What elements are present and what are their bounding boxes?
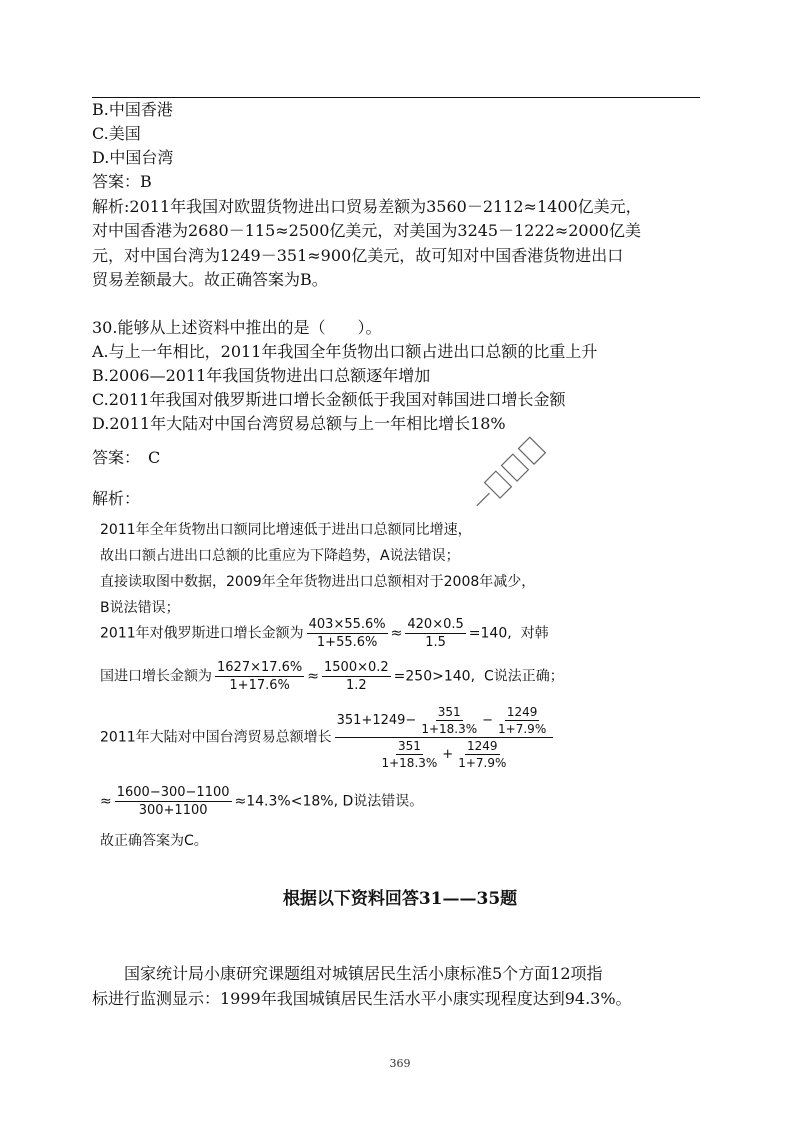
q30-option-c: C.2011年我国对俄罗斯进口增长金额低于我国对韩国进口增长金额 [92, 390, 566, 409]
fraction: $\frac{1627\times 17.6\%}{1+17.6\%}$ [217, 660, 303, 693]
section-heading: 根据以下资料回答31——35题 [282, 889, 518, 909]
option-d: D.中国台湾 [92, 148, 174, 167]
option-b: B.中国香港 [92, 100, 173, 119]
explanation-line: 元，对中国台湾为1249－351≈900亿美元，故可知对中国香港货物进出口 [92, 246, 624, 265]
korea-calc: 国进口增长金额为 $\frac{1627\times 17.6\%}{1+17.6\%}$ ≈ $\frac{1500\times 0.2}{1.2}$ =250>140, C说法正确； [100, 660, 564, 693]
taiwan-calc: 2011年大陆对中国台湾贸易总额增长 351+1249− $\frac{351}{1+18.3\%}$ − $\frac{1249}{1+7.9\%}$ $\frac{351}{1+18.3\%}$ + $\frac{1249}{1+7.9\%}$ [100, 705, 556, 770]
solution-line: 2011年全年货物出口额同比增速低于进出口总额同比增速， [100, 522, 472, 538]
compound-numerator: 351+1249− $\frac{351}{1+18.3\%}$ − $\frac{1249}{1+7.9\%}$ [335, 705, 554, 738]
explanation-line: 对中国香港为2680－115≈2500亿美元，对美国为3245－1222≈2000亿美 [92, 221, 641, 240]
russia-calc: 2011年对俄罗斯进口增长金额为 $\frac{403\times 55.6\%}{1+55.6\%}$ ≈ $\frac{420\times 0.5}{1.5}$ =140, 对韩 [100, 617, 549, 650]
option-c: C.美国 [92, 124, 141, 143]
paragraph-line: 国家统计局小康研究课题组对城镇居民生活小康标准5个方面12项指 [124, 964, 603, 983]
page-number: 369 [389, 1057, 411, 1070]
q30-explanation-label: 解析： [92, 489, 141, 508]
fraction: $\frac{420\times 0.5}{1.5}$ [407, 617, 464, 650]
solution-line: 故出口额占进出口总额的比重应为下降趋势，A说法错误； [100, 548, 460, 564]
q30-answer: 答案： C [92, 448, 161, 467]
solution-line: B说法错误； [100, 600, 180, 616]
fraction: $\frac{403\times 55.6\%}{1+55.6\%}$ [308, 617, 386, 650]
fraction: $\frac{351}{1+18.3\%}$ [381, 739, 438, 770]
watermark-stamp-icon [460, 424, 560, 524]
solution-conclusion: 故正确答案为C。 [100, 833, 208, 849]
approx-calc: ≈ $\frac{1600-300-1100}{300+1100}$ ≈14.3%<18%, D说法错误。 [100, 785, 424, 818]
q30-option-d: D.2011年大陆对中国台湾贸易总额与上一年相比增长18% [92, 414, 506, 433]
solution-line: 直接读取图中数据，2009年全年货物进出口总额相对于2008年减少， [100, 574, 536, 590]
top-rule [92, 97, 700, 98]
explanation-line: 贸易差额最大。故正确答案为B。 [92, 270, 328, 289]
q30-option-a: A.与上一年相比，2011年我国全年货物出口额占进出口总额的比重上升 [92, 342, 598, 361]
fraction: $\frac{1249}{1+7.9\%}$ [458, 739, 507, 770]
compound-denominator: $\frac{351}{1+18.3\%}$ + $\frac{1249}{1+7.9\%}$ [381, 739, 507, 770]
fraction: $\frac{1600-300-1100}{300+1100}$ [116, 785, 230, 818]
question-30: 30.能够从上述资料中推出的是（ ）。 [92, 318, 382, 337]
fraction: $\frac{351}{1+18.3\%}$ [421, 705, 478, 736]
paragraph-line: 标进行监测显示：1999年我国城镇居民生活水平小康实现程度达到94.3%。 [92, 989, 632, 1008]
fraction: $\frac{1500\times 0.2}{1.2}$ [324, 660, 389, 693]
compound-fraction [335, 705, 554, 770]
q30-option-b: B.2006—2011年我国货物进出口总额逐年增加 [92, 366, 431, 385]
fraction: $\frac{1249}{1+7.9\%}$ [498, 705, 547, 736]
answer: 答案：B [92, 172, 152, 191]
explanation-line: 解析:2011年我国对欧盟货物进出口贸易差额为3560－2112≈1400亿美元， [92, 197, 642, 216]
